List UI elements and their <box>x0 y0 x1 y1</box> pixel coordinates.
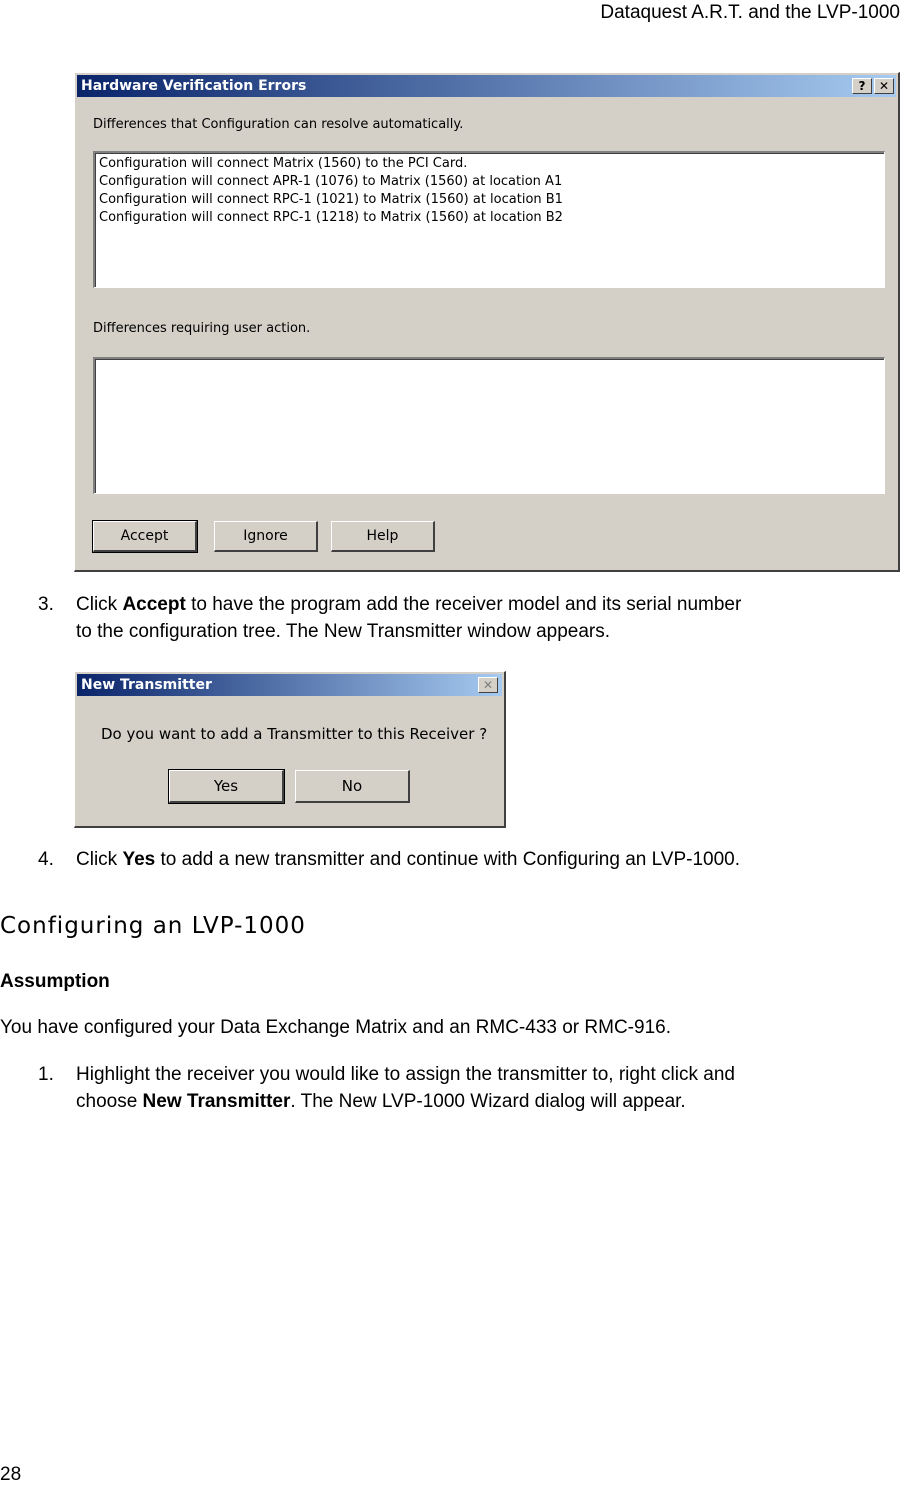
ignore-button[interactable]: Ignore <box>214 521 318 552</box>
subheading-assumption: Assumption <box>0 971 110 992</box>
list-item[interactable]: Configuration will connect APR-1 (1076) to Matrix (1560) at location A1 <box>99 174 563 189</box>
step-3 <box>38 591 900 647</box>
user-action-list[interactable] <box>93 357 885 494</box>
user-action-label: Differences requiring user action. <box>93 321 311 336</box>
yes-button[interactable]: Yes <box>169 770 284 803</box>
list-item[interactable]: Configuration will connect Matrix (1560) to the PCI Card. <box>99 156 468 171</box>
nt-question: Do you want to add a Transmitter to this Receiver ? <box>101 725 488 743</box>
no-button[interactable]: No <box>295 770 410 803</box>
help-icon[interactable]: ? <box>852 78 872 94</box>
hardware-verification-dialog <box>74 72 900 572</box>
accept-emphasis: Accept <box>122 594 186 615</box>
step-text: Click Accept to have the program add the receiver model and its serial number to the configuration tree. The New Transmitter window appears. <box>76 594 742 642</box>
step-text: Highlight the receiver you would like to assign the transmitter to, right click and choose New Transmitter. The New LVP-1000 Wizard dialog will appear. <box>76 1064 735 1112</box>
hw-dialog-titlebar <box>77 75 896 97</box>
yes-emphasis: Yes <box>122 849 156 870</box>
step-number: 3. <box>38 594 54 615</box>
auto-resolve-list[interactable] <box>93 151 885 288</box>
page-number: 28 <box>0 1464 22 1485</box>
section-heading: Configuring an LVP-1000 <box>0 913 306 939</box>
step-number: 1. <box>38 1064 54 1085</box>
step-number: 4. <box>38 849 54 870</box>
step-1 <box>38 1061 900 1117</box>
nt-dialog-title: New Transmitter <box>81 677 212 693</box>
accept-button[interactable]: Accept <box>93 521 197 552</box>
step-4 <box>38 846 900 874</box>
help-button[interactable]: Help <box>331 521 435 552</box>
list-item[interactable]: Configuration will connect RPC-1 (1021) to Matrix (1560) at location B1 <box>99 192 563 207</box>
running-header: Dataquest A.R.T. and the LVP-1000 <box>600 2 900 23</box>
new-transmitter-emphasis: New Transmitter <box>142 1091 291 1112</box>
close-icon[interactable]: ✕ <box>874 78 894 94</box>
nt-dialog-titlebar <box>77 674 502 696</box>
list-item[interactable]: Configuration will connect RPC-1 (1218) to Matrix (1560) at location B2 <box>99 210 563 225</box>
step-text: Click Yes to add a new transmitter and continue with Configuring an LVP-1000. <box>76 849 740 870</box>
assumption-text: You have configured your Data Exchange Matrix and an RMC-433 or RMC-916. <box>0 1017 671 1038</box>
auto-resolve-label: Differences that Configuration can resolve automatically. <box>93 117 464 132</box>
hw-dialog-title: Hardware Verification Errors <box>81 78 307 94</box>
close-icon[interactable]: ✕ <box>478 677 498 693</box>
new-transmitter-dialog <box>74 671 506 828</box>
